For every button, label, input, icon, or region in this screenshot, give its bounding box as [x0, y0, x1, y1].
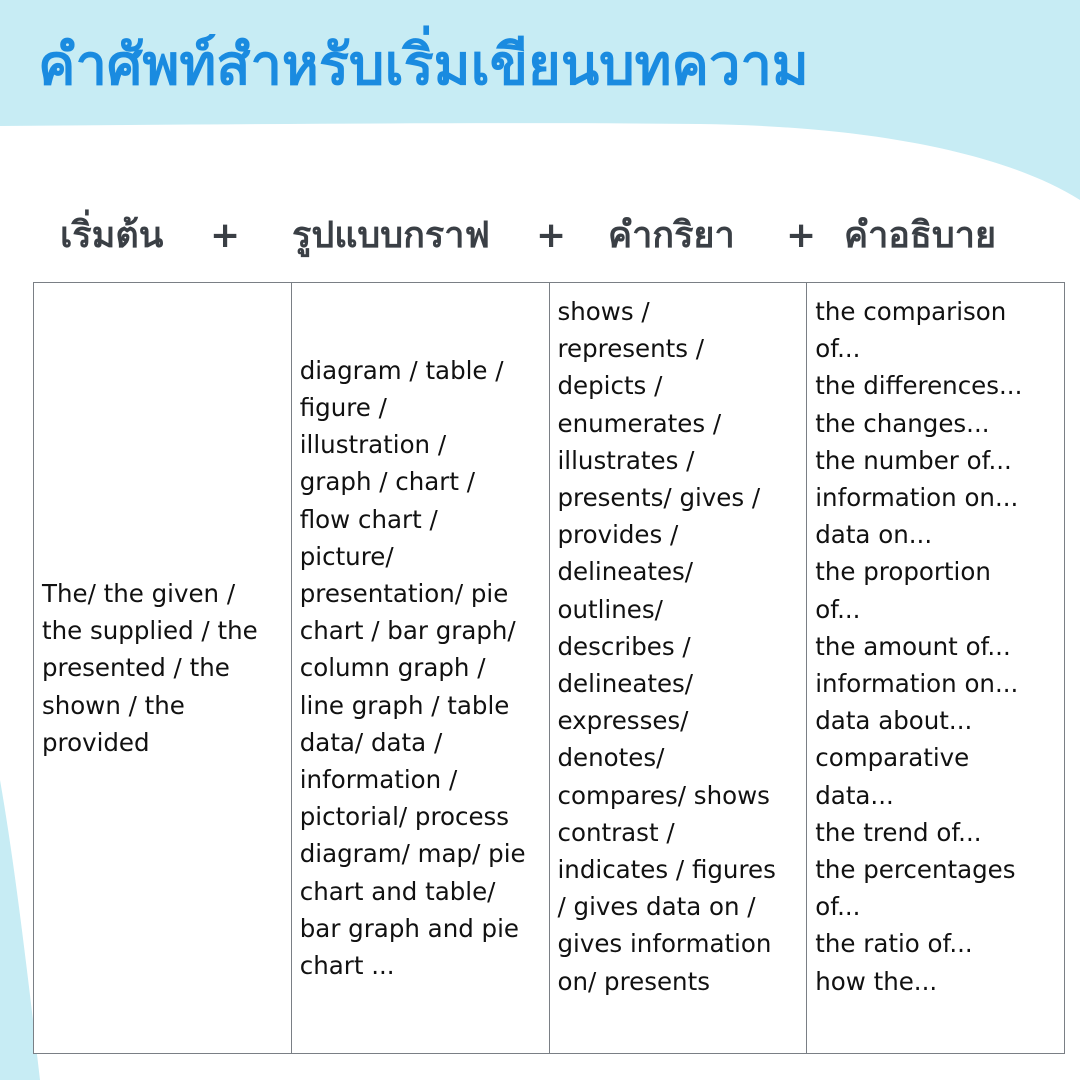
verb-line: shows / — [557, 297, 650, 326]
start-word-line: provided — [42, 727, 150, 757]
header-plus-2: + — [536, 215, 567, 256]
description-line: the changes... — [815, 408, 990, 438]
cell-descriptions — [807, 283, 1065, 1054]
verb-line: presents/ gives / — [557, 483, 761, 513]
graph-type-line: chart ... — [299, 951, 395, 981]
graph-type-line: data/ data / — [299, 727, 443, 757]
verb-line: depicts / — [557, 371, 663, 401]
vocabulary-table — [33, 282, 1065, 1054]
header-description: คำอธิบาย — [844, 215, 997, 256]
verb-line: outlines/ — [557, 594, 663, 624]
cell-graph-types — [291, 283, 549, 1054]
description-line: how the... — [815, 966, 938, 996]
header-verb: คำกริยา — [608, 215, 735, 256]
header-graph-type: รูปแบบกราฟ — [292, 215, 490, 256]
graph-type-line: picture/ — [299, 541, 394, 571]
verb-line: delineates/ — [557, 557, 694, 587]
verb-line: delineates/ — [557, 669, 694, 699]
start-word-line: shown / the — [42, 690, 185, 720]
cell-start-words — [34, 283, 292, 1054]
verb-line: / gives data on / — [557, 892, 756, 922]
page-title: คำศัพท์สำหรับเริ่มเขียนบทความ — [38, 33, 809, 98]
description-line: data on... — [815, 520, 933, 550]
verb-line: on/ presents — [557, 966, 710, 996]
description-line: information on... — [815, 483, 1019, 513]
column-header-row — [0, 208, 1080, 268]
description-line: information on... — [815, 669, 1019, 699]
description-line: data about... — [815, 706, 973, 736]
header-plus-3: + — [786, 215, 817, 256]
graph-type-line: graph / chart / — [299, 467, 476, 497]
graph-type-line: diagram / table / — [299, 355, 504, 385]
graph-type-line: chart and table/ — [299, 876, 496, 906]
graph-type-line: presentation/ pie — [299, 578, 509, 608]
description-line: the proportion — [815, 557, 991, 587]
header-plus-1: + — [210, 215, 241, 256]
graph-type-line: chart / bar graph/ — [299, 616, 516, 646]
header-start: เริ่มต้น — [60, 215, 164, 256]
graph-type-line: information / — [299, 765, 458, 794]
verb-line: compares/ shows — [557, 780, 770, 810]
description-line: the percentages — [815, 855, 1016, 885]
description-line: the number of... — [815, 445, 1012, 475]
start-word-line: The/ the given / — [42, 578, 236, 608]
graph-type-line: flow chart / — [299, 504, 438, 534]
description-line: the differences... — [815, 371, 1023, 401]
description-line: comparative — [815, 743, 970, 773]
description-line: of... — [815, 334, 861, 364]
verb-line: indicates / figures — [557, 855, 776, 885]
verb-line: enumerates / — [557, 408, 722, 438]
verb-line: gives information — [557, 929, 772, 959]
verb-line: describes / — [557, 631, 691, 661]
graph-type-line: column graph / — [299, 653, 486, 683]
start-word-line: the supplied / the — [42, 616, 258, 646]
verb-line: contrast / — [557, 817, 675, 847]
graph-type-line: pictorial/ process — [299, 802, 510, 832]
start-word-line: presented / the — [42, 653, 230, 683]
verb-line: denotes/ — [557, 743, 665, 773]
description-line: the comparison — [815, 297, 1007, 326]
description-line: the ratio of... — [815, 929, 973, 959]
graph-type-line: bar graph and pie — [299, 913, 519, 943]
graph-type-line: diagram/ map/ pie — [299, 839, 526, 869]
description-line: of... — [815, 594, 861, 624]
description-line: the amount of... — [815, 631, 1011, 661]
cell-verbs — [549, 283, 807, 1054]
verb-line: expresses/ — [557, 706, 689, 736]
verb-line: provides / — [557, 520, 679, 550]
verb-line: represents / — [557, 334, 705, 364]
description-line: the trend of... — [815, 817, 982, 847]
graph-type-line: line graph / table — [299, 690, 510, 720]
graph-type-line: illustration / — [299, 430, 447, 460]
description-line: data... — [815, 780, 894, 810]
table-row — [34, 283, 1065, 1054]
verb-line: illustrates / — [557, 445, 695, 475]
description-line: of... — [815, 892, 861, 922]
graph-type-line: figure / — [299, 392, 387, 422]
